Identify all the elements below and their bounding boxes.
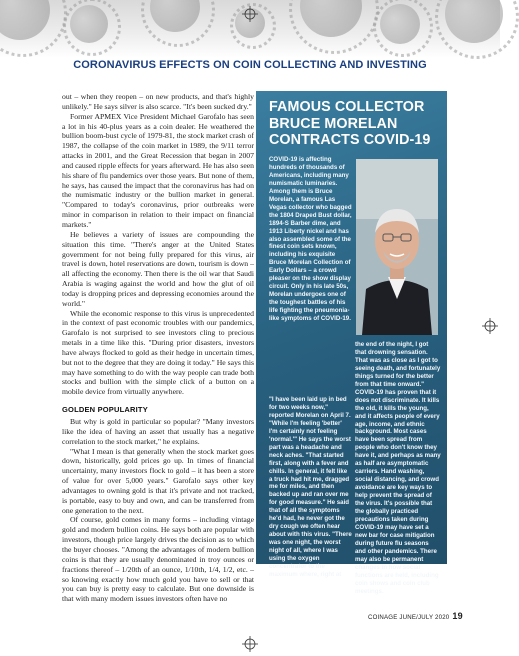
page-footer xyxy=(368,611,480,621)
page-number: 19 xyxy=(452,611,463,621)
article-paragraph: Of course, gold comes in many forms – including vintage gold and modern bullion coins. He says both are popular with investors, though price largely drives the decision as to which the buyer chooses. "Among the advantages of modern bullion coins is that they are usually denominated in troy ounces or fractions thereof – 1/20th of an ounce, 1/10th, 1/4, 1/2, etc. – so knowing exactly how much gold you have to sell or that you can buy is pretty easy to calculate. But one downside is that with many modern issues investors often have no xyxy=(62,515,254,604)
virus-illustration xyxy=(70,5,108,43)
portrait-image xyxy=(356,159,438,335)
magazine-name: COINAGE JUNE/JULY 2020 xyxy=(368,614,450,621)
sidebar-left-column-bottom xyxy=(269,396,352,579)
registration-mark-icon xyxy=(242,6,258,22)
article-subheading: GOLDEN POPULARITY xyxy=(62,405,148,415)
sidebar-right-column xyxy=(355,341,441,596)
article-paragraph: While the economic response to this virus is unprecedented in the context of past economic troubles with our pandemics, Garofalo is not surprised to see investors cling to precious metals in a time like this. "During prior disasters, investors have always flocked to gold as their hedge in uncertain times, but not to the degree that they are doing it today." He says this may have something to do with the way people can trade both stocks and bullion with the simple click of a button on a mobile device from virtually anywhere. xyxy=(62,308,254,397)
registration-mark-icon xyxy=(482,318,498,334)
article-paragraph: out – when they reopen – on new products, and that's highly unlikely." He says silver is also scarce. "It's been sucked dry." xyxy=(62,92,254,111)
article-paragraph: He believes a variety of issues are compounding the situation this time. "There's anger at the United States government for not being fully prepared for this virus, air travel is down, hotel reservations are down, tourism is down – all affecting the economy. Then there is the oil war that Saudi Arabia is waging against the world and how the glut of oil today is dropping prices and depressing economies around the world." xyxy=(62,229,254,308)
sidebar-paragraph: COVID-19 has proven that it does not discriminate. It kills the old, it kills the young, and it affects people of every age, income, and ethnic background. Most cases have been spread from people who don't know they have it, and perhaps as many as half are asymptomatic carriers. Hand washing, social distancing, and crowd avoidance are key ways to help prevent the spread of the virus. It's possible that the globally practiced precautions taken during COVID-19 may have set a new bar for case mitigation during future flu seasons and other pandemics. There may also be permanent changes in how social functions are held, including coin shows and coin club meetings. xyxy=(355,388,441,595)
portrait-photo xyxy=(356,159,438,335)
sidebar-paragraph: COVID-19 is affecting hundreds of thousands of Americans, including many numismatic luminaries. Among them is Bruce Morelan, a famous Las Vegas collector who bagged the 1804 Draped Bust dollar, 1894-S Barber dime, and 1913 Liberty nickel and has also assembled some of the finest coin sets known, including his exquisite Bruce Morelan Collection of Early Dollars – a crowd pleaser on the show display circuit. Only in his late 50s, Morelan undergoes one of the toughest battles of his life fighting the pneumonia-like symptoms of COVID-19. xyxy=(269,156,352,323)
registration-mark-icon xyxy=(242,636,258,652)
virus-illustration xyxy=(300,0,362,37)
virus-illustration xyxy=(380,4,420,44)
sidebar-box xyxy=(256,91,447,595)
article-paragraph: Former APMEX Vice President Michael Garofalo has seen a lot in his 40-plus years as a coin dealer. He weathered the bullion boom-bust cycle of 1979-81, the stock market crash of 1987, the collapse of the coin market in 1989, the 9/11 terror attacks in 2001, and the Great Recession that began in 2007 and caused ripple effects for years afterward. He has also seen his share of flu pandemics over those years. But none of them, he says, has caused the impact that the coronavirus has had on the numismatic industry or the bullion market in general. "Compared to today's coronavirus, prior outbreaks were minor in comparison in relation to their impact on financial markets." xyxy=(62,111,254,229)
sidebar-title: FAMOUS COLLECTOR BRUCE MORELAN CONTRACTS COVID-19 xyxy=(269,99,431,148)
virus-illustration xyxy=(150,0,200,32)
sidebar-paragraph: the end of the night, I got that drowning sensation. That was as close as I got to seeing death, and fortunately things turned for the better from that time onward." xyxy=(355,341,441,388)
sidebar-paragraph: "I have been laid up in bed for two weeks now," reported Morelan on April 7. "While I'm feeling 'better' I'm certainly not feeling 'normal.'" He says the worst part was a headache and neck aches. "That started first, along with a fever and chills. In general, it felt like a truck had hit me, dragged me for miles, and then backed up and ran over me for good measure." He said that of all the symptoms he'd had, he never got the dry cough we often hear about with this virus. "There was one night, the worst night of all, where I was using the oxygen concentrator to the maximum where, right at xyxy=(269,396,352,578)
virus-illustration xyxy=(0,0,50,40)
virus-illustration xyxy=(445,0,503,43)
article-paragraph: "What I mean is that generally when the stock market goes down, historically, gold prices go up. In times of financial uncertainty, many investors flock to gold – it has been a store of value for over 5,000 years." Garofalo says other key advantages to owning gold is that it's private and not tracked, is portable, easy to buy and own, and can be transferred from one generation to the next. xyxy=(62,446,254,515)
article-paragraph: But why is gold in particular so popular? "Many investors like the idea of having an asset that usually has a negative correlation to the stock market," he explains. xyxy=(62,417,254,446)
article-column xyxy=(62,92,254,604)
section-title: CORONAVIRUS EFFECTS ON COIN COLLECTING AND INVESTING xyxy=(73,59,427,71)
sidebar-left-column xyxy=(269,156,352,323)
